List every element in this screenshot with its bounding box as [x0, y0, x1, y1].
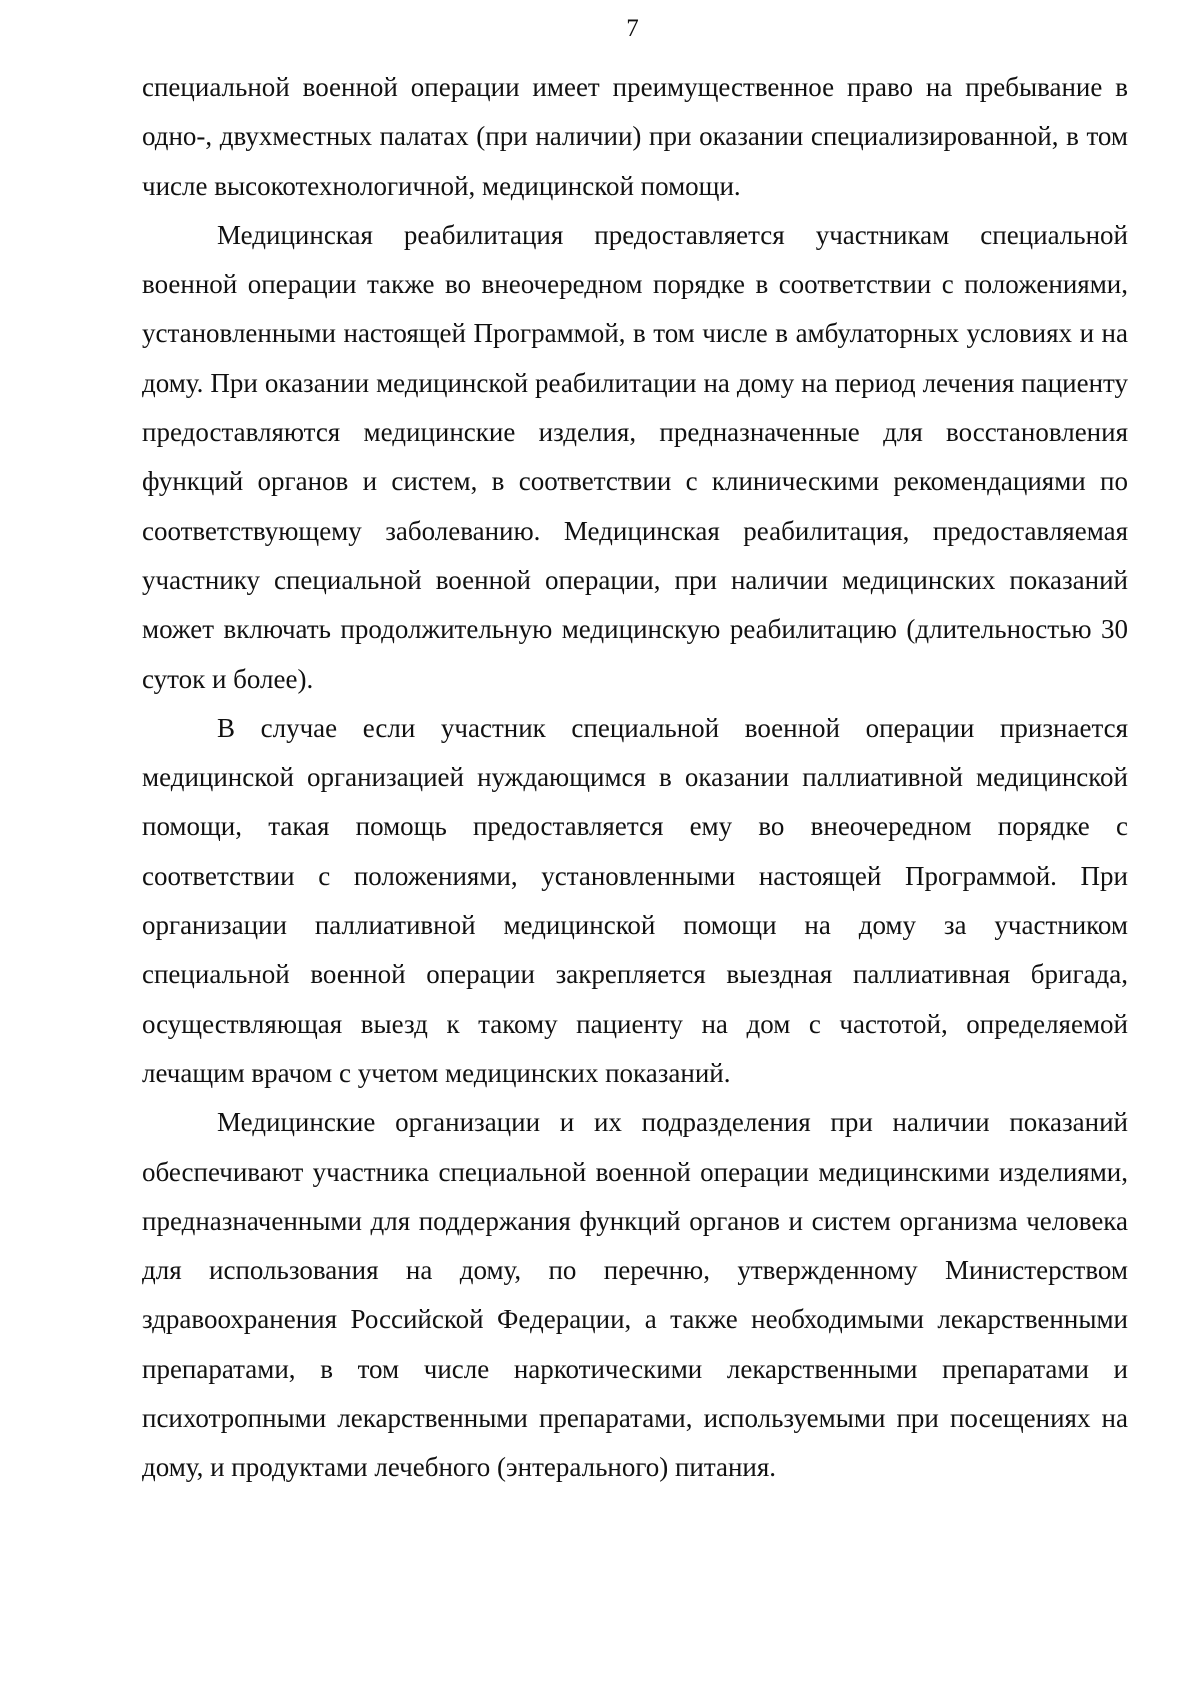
- paragraph-continuation: специальной военной операции имеет преимущественное право на пребывание в одно-, двухместных палатах (при наличии) при оказании специализированной, в том числе высокотехнологичной, медицинской помощи.: [142, 72, 1128, 201]
- paragraph-palliative-care: В случае если участник специальной военной операции признается медицинской организацией нуждающимся в оказании паллиативной медицинской помощи, такая помощь предоставляется ему во внеочередном порядке с соответствии с положениями, установленными настоящей Программой. При организации паллиативной медицинской помощи на дому за участником специальной военной операции закрепляется выездная паллиативная бригада, осуществляющая выезд к такому пациенту на дом с частотой, определяемой лечащим врачом с учетом медицинских показаний.: [142, 712, 1128, 1088]
- page-number: 7: [626, 15, 639, 42]
- paragraph-rehabilitation: Медицинская реабилитация предоставляется участникам специальной военной операции также во внеочередном порядке в соответствии с положениями, установленными настоящей Программой, в том числе в амбулаторных условиях и на дому. При оказании медицинской реабилитации на дому на период лечения пациенту предоставляются медицинские изделия, предназначенные для восстановления функций органов и систем, в соответствии с клиническими рекомендациями по соответствующему заболеванию. Медицинская реабилитация, предоставляемая участнику специальной военной операции, при наличии медицинских показаний может включать продолжительную медицинскую реабилитацию (длительностью 30 суток и более).: [142, 219, 1128, 694]
- paragraph-medical-devices: Медицинские организации и их подразделения при наличии показаний обеспечивают участника специальной военной операции медицинскими изделиями, предназначенными для поддержания функций органов и систем организма человека для использования на дому, по перечню, утвержденному Министерством здравоохранения Российской Федерации, а также необходимыми лекарственными препаратами, в том числе наркотическими лекарственными препаратами и психотропными лекарственными препаратами, используемыми при посещениях на дому, и продуктами лечебного (энтерального) питания.: [142, 1107, 1128, 1483]
- document-body: [142, 63, 1128, 1493]
